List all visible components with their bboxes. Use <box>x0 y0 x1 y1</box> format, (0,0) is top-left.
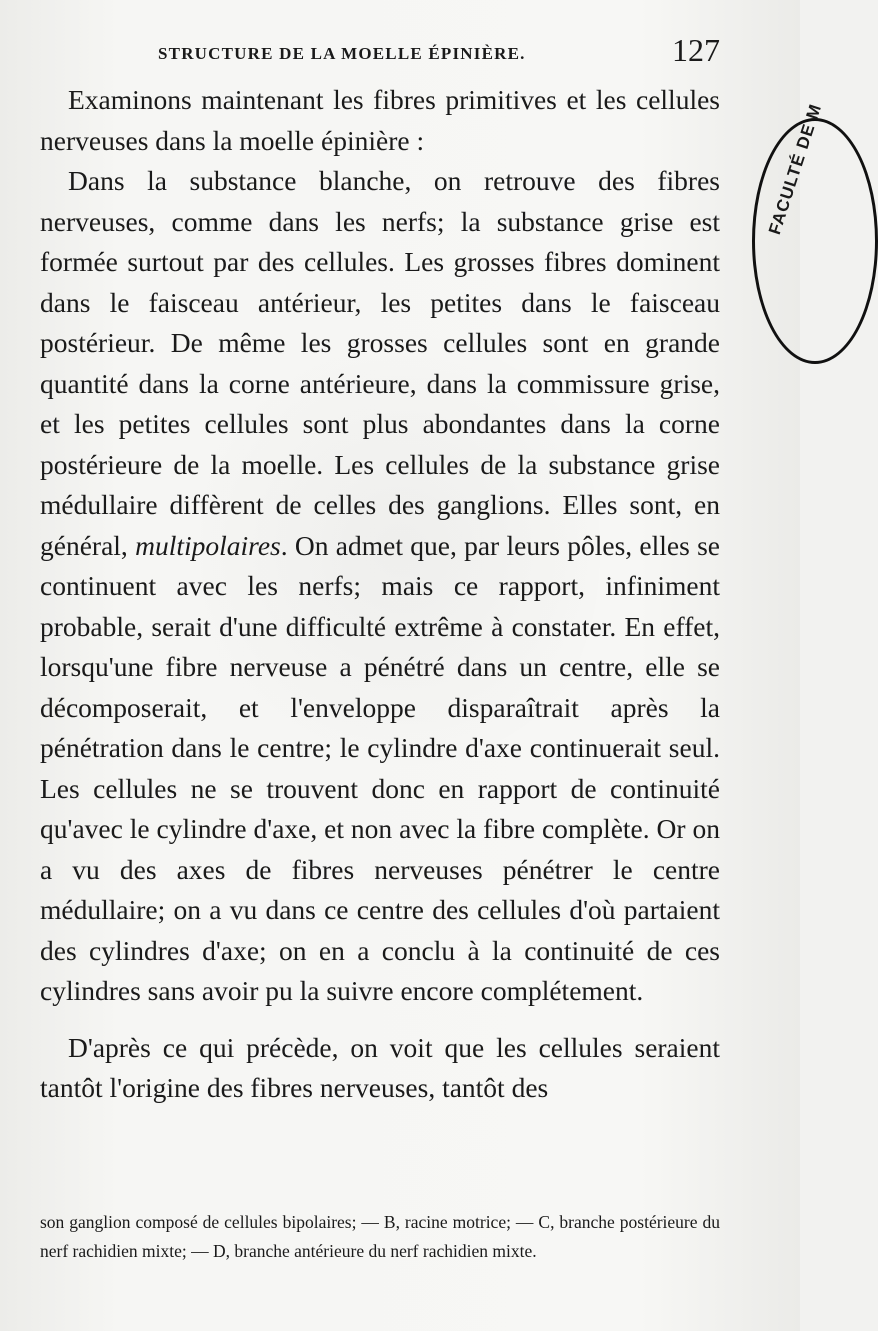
paragraph-2-text-a: Dans la substance blanche, on retrouve des fibres nerveuses, comme dans les nerfs; la substance grise est formée surtout par des cellules. Les grosses fibres dominent dans le faisceau antérieur, les petites dans le faisceau postérieur. De même les grosses cellules sont en grande quantité dans la corne antérieure, dans la commissure grise, et les petites cellules sont plus abondantes dans la corne postérieure de la moelle. Les cellules de la substance grise médullaire diffèrent de celles des ganglions. Elles sont, en général, <box>40 165 720 561</box>
paragraph-2 <box>40 161 720 1012</box>
running-title: STRUCTURE DE LA MOELLE ÉPINIÈRE. <box>158 44 526 63</box>
page-number: 127 <box>672 32 720 68</box>
stamp-text: FACULTÉ DE M <box>765 101 826 237</box>
paragraph-3: D'après ce qui précède, on voit que les cellules seraient tantôt l'origine des fibres nerveuses, tantôt des <box>40 1031 720 1103</box>
paragraph-1: Examinons maintenant les fibres primitives et les cellules nerveuses dans la moelle épinière : <box>40 84 720 156</box>
footnote-text: son ganglion composé de cellules bipolaires; — B, racine motrice; — C, branche postérieure du nerf rachidien mixte; — D, branche antérieure du nerf rachidien mixte. <box>40 1212 720 1261</box>
library-stamp <box>752 101 878 364</box>
paragraph-2-text-b: . On admet que, par leurs pôles, elles se continuent avec les nerfs; mais ce rapport, infiniment probable, serait d'une difficulté extrême à constater. En effet, lorsqu'une fibre nerveuse a pénétré dans un centre, elle se décomposerait, et l'enveloppe disparaîtrait après la pénétration dans le centre; le cylindre d'axe continuerait seul. Les cellules ne se trouvent donc en rapport de continuité qu'avec le cylindre d'axe, et non avec la fibre complète. Or on a vu des axes de fibres nerveuses pénétrer le centre médullaire; on a vu dans ce centre des cellules d'où partaient des cylindres d'axe; on en a conclu à la continuité de ces cylindres sans avoir pu la suivre encore complétement. <box>40 529 720 1006</box>
page-header <box>40 26 720 72</box>
body-text <box>40 80 720 1109</box>
footnote <box>40 1208 720 1266</box>
emphasis-multipolaires: multipolaires <box>135 529 281 561</box>
